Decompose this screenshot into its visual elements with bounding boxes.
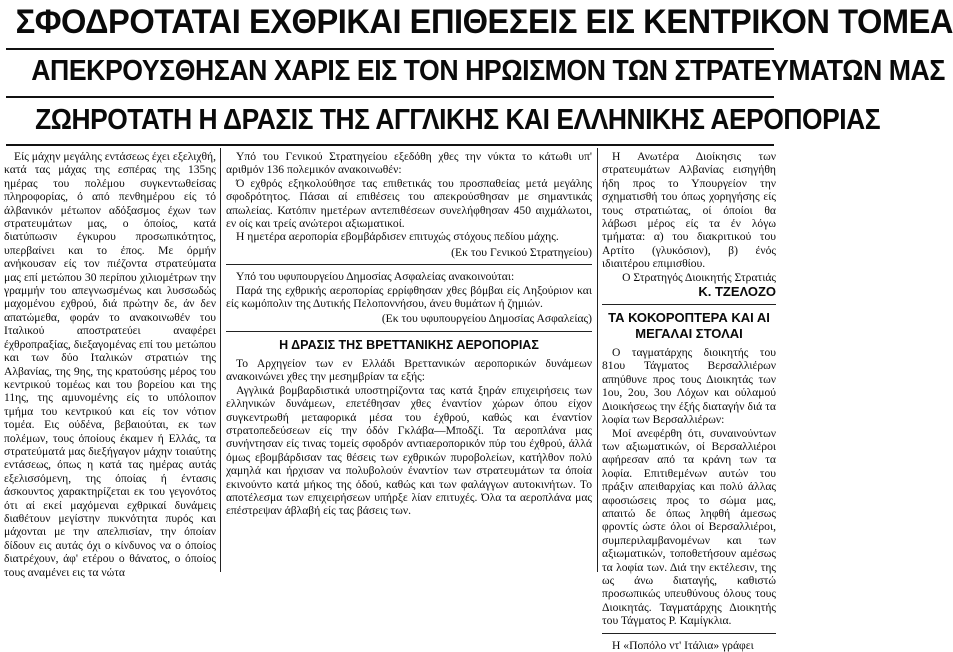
headline-divider — [6, 144, 774, 146]
section-subheading: ΤΑ ΚΟΚΟΡΟΠΤΕΡΑ ΚΑΙ ΑΙ ΜΕΓΑΛΑΙ ΣΤΟΛΑΙ — [608, 310, 770, 342]
section-subheading: Η ΔΡΑΣΙΣ ΤΗΣ ΒΡΕΤΤΑΝΙΚΗΣ ΑΕΡΟΠΟΡΙΑΣ — [279, 337, 539, 352]
article-paragraph: Αγγλικά βομβαρδιστικά υποστηρίζοντα τας κατά ξηράν επιχειρήσεις των ελληνικών δυνάμεων, επετέθησαν χθες έναντίον χώρων όπου είχον συγκεντρωθή μεταφορικά μέσα του έχθρού, καθώς και έναντίον στρατοπεδεύσεων είς την όδόν Γκλάβα—Μποδζί. Τα αεροπλάνα μας συνήντησαν είς τινας τομείς σφοδρόν αντιαεροπορικόν πύρ του έχθρού, άλλά όμως εβομβάρδισαν τας θέσεις των εχθρικών πυροβολείων, κατήλθον πολύ χαμηλά και ήρχισαν να πολυβολούν έναντίον των στρατευμάτων τα όποία εκινούντο κατά μήκος της όδού, καθώς και των φαλάγγων αυτοκινήτων. Το αποτέλεσμα των επιχειρήσεων υπήρξε λίαν επιτυχές. Όλα τα αεροπλάνα μας επέστρεψαν άβλαβή είς τας βάσεις των. — [226, 383, 592, 518]
article-paragraph: Η «Ποπόλο ντ' Ιτάλια» γράφει — [612, 638, 754, 652]
article-paragraph: Παρά της εχθρικής αεροπορίας ερρίφθησαν χθες βόμβαι είς Ληξούριον και είς κωμόπολιν της Δυτικής Πελοποννήσου, άνευ θυμάτων ή ζημιών. — [226, 283, 592, 311]
column-left — [4, 150, 216, 579]
source-line: (Εκ του Γενικού Στρατηγείου) — [451, 245, 592, 259]
headline-secondary: ΑΠΕΚΡΟΥΣΘΗΣΑΝ ΧΑΡΙΣ ΕΙΣ ΤΟΝ ΗΡΩΙΣΜΟΝ ΤΩΝ ΣΤΡΑΤΕΥΜΑΤΩΝ ΜΑΣ — [31, 55, 945, 87]
section-divider — [226, 331, 592, 332]
article-paragraph: Ό εχθρός εξηκολούθησε τας επιθετικάς του προσπαθείας μετά μεγάλης σφοδρότητος. Πάσαι αί επιθέσεις του απεκρούσθησαν με σημαντικάς απωλείας. Κατόπιν ημετέρων αντεπιθέσεων συνελήφθησαν 450 αιχμάλωτοι, εν οίς και τρείς ανώτεροι αξιωματικοί. — [226, 176, 592, 231]
section-divider — [226, 264, 592, 265]
headline-divider — [6, 48, 774, 50]
article-intro: Το Αρχηγείον των εν Ελλάδι Βρεττανικών αεροπορικών δυνάμεων ανακοινώνει χθες την μεσημβρίαν τα εξής: — [226, 356, 592, 384]
signature-title: Ο Στρατηγός Διοικητής Στρατιάς — [622, 270, 776, 284]
headline-divider — [6, 96, 774, 98]
article-paragraph: Η Ανωτέρα Διοίκησις των στρατευμάτων Αλβανίας εισηγήθη ήδη προς το Υπουργείον την σχηματισθή του όπως χορηγήσης είς τους στρατιώτας, οί όποίοι θα λάβωσι μέρος είς τα έν λόγω τμήματα: α) του διακριτικού του Αρτίτο (γλυκόσιον), β) ένός ιδιαιτέρου επιμισθίου. — [602, 150, 776, 271]
article-paragraph: Η ημετέρα αεροπορία εβομβάρδισεν επιτυχώς στόχους πεδίου μάχης. — [236, 230, 559, 244]
article-intro: Υπό του Γενικού Στρατηγείου εξεδόθη χθες την νύκτα το κάτωθι υπ' αριθμόν 136 πολεμικόν ανακοινωθέν: — [226, 150, 592, 177]
column-divider — [220, 148, 221, 572]
column-right — [602, 150, 776, 652]
column-divider — [597, 148, 598, 572]
headline-third: ΖΩΗΡΟΤΑΤΗ Η ΔΡΑΣΙΣ ΤΗΣ ΑΓΓΛΙΚΗΣ ΚΑΙ ΕΛΛΗΝΙΚΗΣ ΑΕΡΟΠΟΡΙΑΣ — [35, 104, 881, 136]
column-middle — [226, 150, 592, 570]
article-intro: Υπό του υφυπουργείου Δημοσίας Ασφαλείας ανακοινούται: — [236, 270, 515, 284]
article-paragraph: Μοί ανεφέρθη ότι, συναινούντων των αξιωματικών, οί Βερσαλλιέροι αφήρεσαν από τα κράνη των τα λοφία. Επιτιθεμένων αυτών του πράξιν απειθαρχίας και πολύ άλλας αφοσιώσεις προς το σώμα μας, απαιτώ δε όπως ληφθή άμεσως φροντίς ώστε όλοι οί Βερσαλλιέροι, συμπεριλαμβανομένων και των αξιωματικών, τοποθετήσουν αμέσως τα λοφία των. Διά την εκτέλεσιν, της ως άνω διαταγής, καθιστώ προσωπικώς υπευθύνους όλους τους Διοικητάς. Ταγματάρχης Διοικητής του Τάγματος Ρ. Καμίγκλια. — [602, 426, 776, 628]
article-paragraph: Ο ταγματάρχης διοικητής του 81ου Τάγματος Βερσαλλιέρων απηύθυνε προς τους Διοικητάς των 1ου, 2ου, 3ου Λόχων και ούλαμού Διοικήσεως την έξής διαταγήν διά τα λοφία των Βερσαλλιέρων: — [602, 346, 776, 427]
source-line: (Εκ του υφυπουργείου Δημοσίας Ασφαλείας) — [381, 312, 592, 326]
article-paragraph: Είς μάχην μεγάλης εντάσεως έχει εξελιχθή, κατά τας μάχας της εσπέρας της 135ης ημέρας του πολέμου συγκεντωθείσας πληροφορίας, ό από πενθημέρου είς τό άλβανικόν μέτωπον αδόξασμος έχων των στρατευμάτων μας, ο όποίος, κατά διατύπωσιν έγκυρου προσωπικότητος, υπερβαίνει και το έπος. Με όρμήν ανήκουσαν είς τον πιέζοντα στρατεύματα μας επί μετώπου 30 περίπου χιλιομέτρων την γραμμήν του απεγνωσμένως και λυσσωδώς μαχομένου εχθρού, διά πρώτην δε, άν δεν απατώμεθα, φοράν το ανακοινωθέν του Ιταλικού αποστρατεύει αναφέρει έχθροπραξίας, διεξαγομένας επί του μετώπου και των δύο Ιταλικών στρατιών της Αλβανίας, της 9ης, της κρατούσης μέρος του κεντρικού τομέως και του βορείου και της 11ης, της αμυνομένης είς το υπόλοιπον τμήμα του κεντρικού και είς τον νότιον τομέα. Εις ούδένα, βεβαιούται, εκ των πολέμων, τους όποίους έκαμεν ή Ελλάς, τα στρατεύματά μας διεξήγαγον μάχην τοιαύτης εντάσεως, όπως η κατά τας ημέρας αυτάς εξελισσόμενη, της όποίας ή έντασις άσκουντος χαρακτηρίζεται εκ του γεγονότος ότι αί εκεί μαχόμεναι εχθρικαί δυνάμεις διαθέτουν μεγίστην πυκνότητα πυρός και μάχονται με την απελπισίαν, την όποίαν δίδουν εις αυτάς όχι ο κίνδυνος να ο όποίος διατρέχουν, άφ' ετέρου ο θάνατος, ο όποίος τους αναμένει εις τα νώτα — [4, 150, 216, 579]
section-divider — [602, 633, 776, 634]
section-divider — [602, 304, 776, 305]
headline-main: ΣΦΟΔΡΟΤΑΤΑΙ ΕΧΘΡΙΚΑΙ ΕΠΙΘΕΣΕΙΣ ΕΙΣ ΚΕΝΤΡΙΚΟΝ ΤΟΜΕΑ — [15, 3, 953, 41]
signature-name: Κ. ΤΖΕΛΟΖΟ — [698, 284, 776, 300]
